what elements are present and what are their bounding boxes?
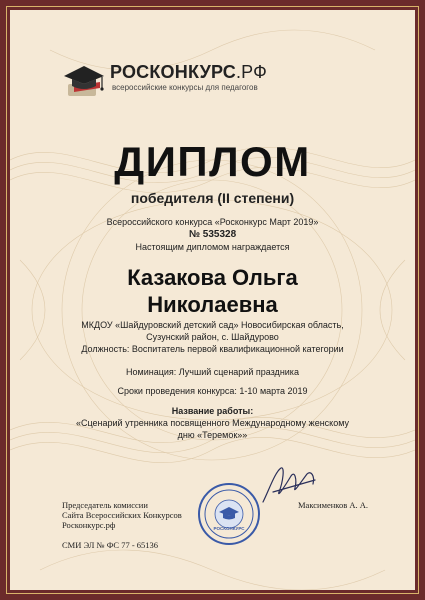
seal-text: РОСКОНКУРС bbox=[213, 526, 245, 531]
contest-name: Всероссийского конкурса «Росконкурс Март 2019» bbox=[106, 217, 319, 227]
brand-name bbox=[110, 62, 267, 83]
work-title-label: Название работы: bbox=[171, 406, 254, 416]
graduation-cap-icon bbox=[60, 58, 108, 100]
official-seal bbox=[197, 482, 261, 546]
chair-line1: Председатель комиссии bbox=[62, 500, 148, 510]
awarded-line: Настоящим дипломом награждается bbox=[135, 242, 290, 252]
work-title-line1: «Сценарий утренника посвященного Международному женскому bbox=[75, 418, 350, 428]
position-line: Должность: Воспитатель первой квалификационной категории bbox=[81, 344, 344, 354]
recipient-name-line2: Николаевна bbox=[147, 292, 278, 317]
chair-line2: Сайта Всероссийских Конкурсов bbox=[62, 510, 182, 520]
contest-period: Сроки проведения конкурса: 1-10 марта 2019 bbox=[117, 386, 308, 396]
brand-tagline: всероссийские конкурсы для педагогов bbox=[112, 83, 258, 92]
signer-name: Максименков А. А. bbox=[298, 500, 369, 510]
organization-line2: Сузунский район, с. Шайдурово bbox=[146, 332, 279, 342]
brand-name-main: РОСКОНКУРС bbox=[110, 62, 236, 82]
nomination-line: Номинация: Лучший сценарий праздника bbox=[126, 367, 299, 377]
diploma-paper bbox=[10, 10, 415, 590]
brand-name-suffix: .РФ bbox=[235, 62, 268, 82]
organization-line1: МКДОУ «Шайдуровский детский сад» Новосибирская область, bbox=[81, 320, 344, 330]
diploma-title: ДИПЛОМ bbox=[114, 138, 311, 185]
diploma-subtitle: победителя (II степени) bbox=[130, 190, 295, 206]
recipient-name-line1: Казакова Ольга bbox=[127, 265, 298, 290]
work-title-line2: дню «Теремок»» bbox=[177, 430, 248, 440]
chair-line3: Росконкурс.рф bbox=[62, 520, 116, 530]
diploma-number: № 535328 bbox=[188, 229, 237, 240]
media-registration: СМИ ЭЛ № ФС 77 - 65136 bbox=[62, 540, 159, 550]
